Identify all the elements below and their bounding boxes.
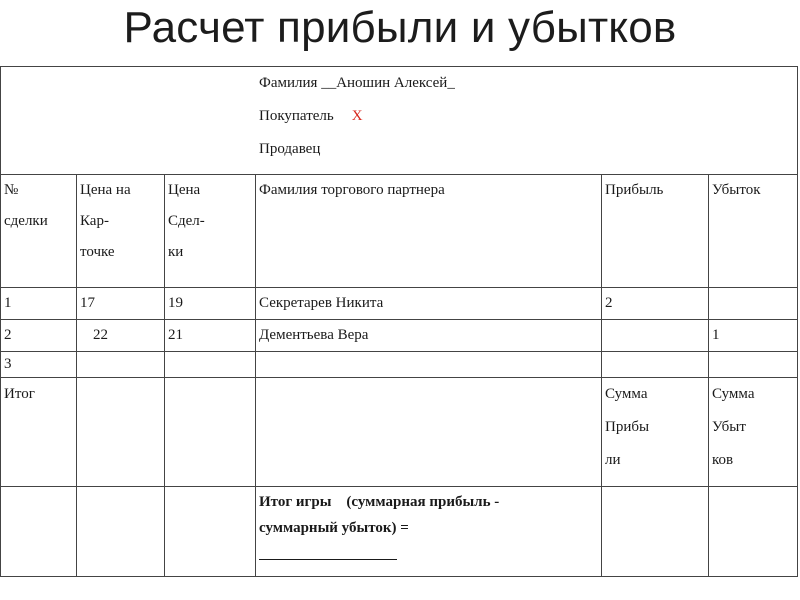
totals-loss-sum-line: ков bbox=[712, 452, 734, 468]
seller-label: Продавец bbox=[259, 141, 321, 157]
totals-loss-sum-line: Сумма bbox=[712, 386, 755, 402]
totals-loss-sum-line: Убыт bbox=[712, 419, 746, 435]
cell-profit: 2 bbox=[602, 288, 709, 320]
col-header-card-price-line: Цена на bbox=[80, 182, 131, 198]
cell-loss bbox=[709, 352, 798, 378]
answer-blank-line bbox=[259, 541, 397, 560]
game-total-row bbox=[1, 487, 798, 577]
totals-label: Итог bbox=[1, 378, 77, 487]
cell-partner: Секретарев Никита bbox=[256, 288, 602, 320]
profit-loss-table bbox=[0, 66, 798, 577]
totals-profit-sum bbox=[602, 378, 709, 487]
cell-loss: 1 bbox=[709, 320, 798, 352]
col-header-partner: Фамилия торгового партнера bbox=[256, 175, 602, 288]
cell-deal-no: 2 bbox=[1, 320, 77, 352]
game-total-line: Итог игры (суммарная прибыль - bbox=[259, 494, 500, 510]
game-total-formula bbox=[256, 487, 602, 577]
cell-deal-price bbox=[165, 352, 256, 378]
totals-empty-cell bbox=[256, 378, 602, 487]
totals-empty-cell bbox=[77, 378, 165, 487]
game-total-empty-cell bbox=[165, 487, 256, 577]
col-header-deal-price bbox=[165, 175, 256, 288]
header-info-row bbox=[1, 67, 798, 175]
game-total-empty-cell bbox=[602, 487, 709, 577]
cell-partner: Дементьева Вера bbox=[256, 320, 602, 352]
col-header-card-price bbox=[77, 175, 165, 288]
game-total-empty-cell bbox=[709, 487, 798, 577]
totals-profit-sum-line: Прибы bbox=[605, 419, 650, 435]
col-header-card-price-line: Кар- bbox=[80, 213, 109, 229]
game-total-line: суммарный убыток) = bbox=[259, 520, 409, 536]
table-row bbox=[1, 288, 798, 320]
totals-loss-sum bbox=[709, 378, 798, 487]
cell-partner bbox=[256, 352, 602, 378]
table-row bbox=[1, 352, 798, 378]
col-header-card-price-line: точке bbox=[80, 244, 115, 260]
totals-row bbox=[1, 378, 798, 487]
buyer-line bbox=[259, 100, 797, 133]
game-total-empty-cell bbox=[77, 487, 165, 577]
cell-deal-no: 3 bbox=[1, 352, 77, 378]
col-header-deal-no bbox=[1, 175, 77, 288]
header-info-cell bbox=[1, 67, 798, 175]
cell-profit bbox=[602, 352, 709, 378]
surname-line: Фамилия __Аношин Алексей_ bbox=[259, 75, 455, 91]
col-header-deal-price-line: Сдел- bbox=[168, 213, 205, 229]
buyer-mark: X bbox=[351, 108, 363, 124]
totals-profit-sum-line: Сумма bbox=[605, 386, 648, 402]
totals-empty-cell bbox=[165, 378, 256, 487]
col-header-profit: Прибыль bbox=[602, 175, 709, 288]
cell-loss bbox=[709, 288, 798, 320]
table-row bbox=[1, 320, 798, 352]
buyer-label: Покупатель bbox=[259, 108, 334, 124]
game-total-empty-cell bbox=[1, 487, 77, 577]
col-header-deal-price-line: ки bbox=[168, 244, 184, 260]
cell-profit bbox=[602, 320, 709, 352]
cell-card-price: 22 bbox=[77, 320, 165, 352]
totals-profit-sum-line: ли bbox=[605, 452, 621, 468]
column-header-row bbox=[1, 175, 798, 288]
col-header-loss: Убыток bbox=[709, 175, 798, 288]
col-header-deal-price-line: Цена bbox=[168, 182, 201, 198]
col-header-deal-no-line: № bbox=[4, 182, 19, 198]
col-header-deal-no-line: сделки bbox=[4, 213, 48, 229]
page-title: Расчет прибыли и убытков bbox=[123, 3, 677, 52]
cell-deal-no: 1 bbox=[1, 288, 77, 320]
cell-deal-price: 21 bbox=[165, 320, 256, 352]
cell-deal-price: 19 bbox=[165, 288, 256, 320]
cell-card-price bbox=[77, 352, 165, 378]
cell-card-price: 17 bbox=[77, 288, 165, 320]
